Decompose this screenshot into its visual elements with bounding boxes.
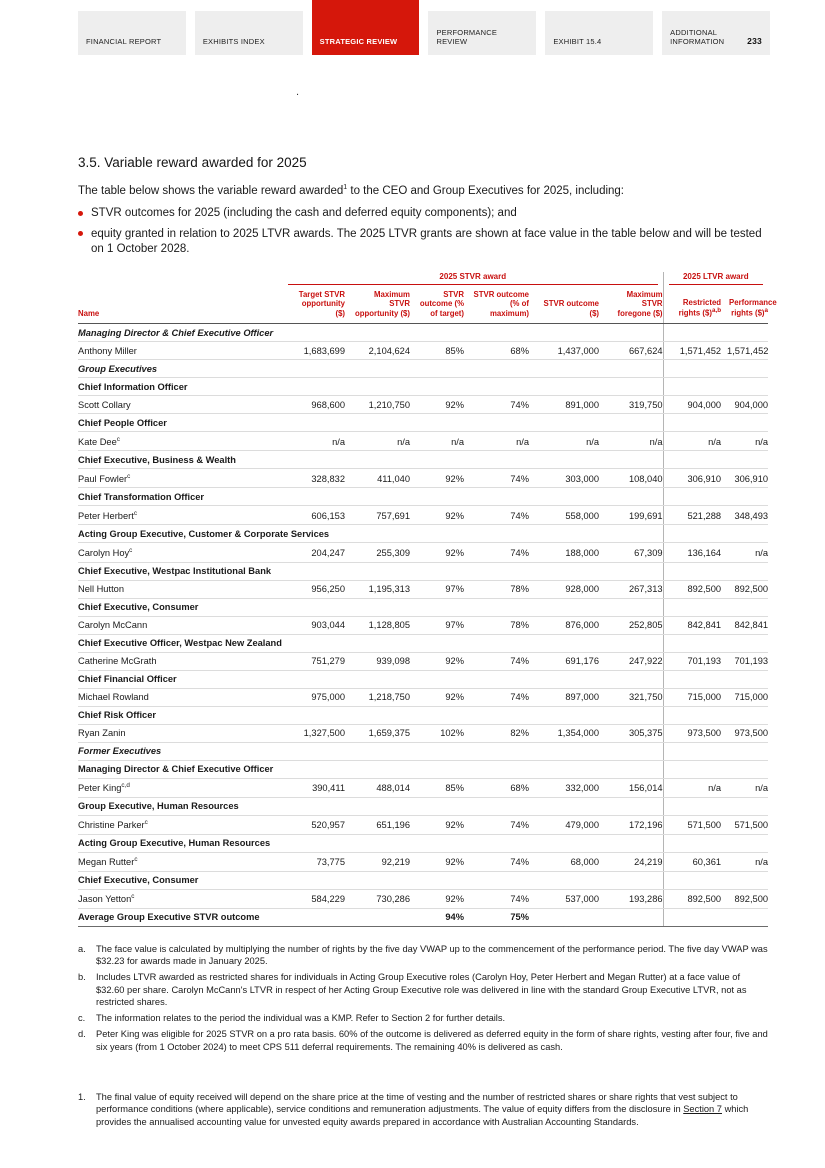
value-cell: 97%	[410, 580, 464, 598]
value-cell: 92%	[410, 688, 464, 706]
tab-label: FINANCIAL REPORT	[86, 37, 162, 47]
table-header-row	[78, 285, 768, 324]
intro-text: The table below shows the variable reward awarded	[78, 185, 344, 197]
value-cell: 701,193	[721, 652, 768, 670]
role-row-label: Acting Group Executive, Human Resources	[78, 834, 663, 852]
value-cell: n/a	[283, 432, 345, 451]
value-cell: 67,309	[599, 543, 663, 562]
value-cell: 973,500	[663, 724, 721, 742]
row-spacer	[663, 414, 768, 432]
value-cell: 85%	[410, 342, 464, 360]
value-cell: 348,493	[721, 506, 768, 525]
value-cell: 691,176	[529, 652, 599, 670]
bullet-icon	[78, 231, 83, 236]
reward-table	[78, 271, 777, 927]
value-cell: 897,000	[529, 688, 599, 706]
value-cell: 319,750	[599, 396, 663, 414]
value-cell: 1,571,452	[663, 342, 721, 360]
value-cell: 956,250	[283, 580, 345, 598]
value-cell: 975,000	[283, 688, 345, 706]
value-cell: 571,500	[663, 815, 721, 834]
column-header: Performance rights ($)$^a$	[721, 285, 768, 324]
row-spacer	[663, 488, 768, 506]
value-cell: 751,279	[283, 652, 345, 670]
value-cell: 252,805	[599, 616, 663, 634]
value-cell: 411,040	[345, 469, 410, 488]
average-pct-target: 94%	[410, 908, 464, 926]
executive-name: Kate Dee$^c$	[78, 432, 283, 451]
footnote-text: Includes LTVR awarded as restricted shares for individuals in Acting Group Executive roles (Carolyn Hoy, Peter Herbert and Megan Rutter) at a face value of $32.60 per share. Carolyn McCann's LTVR in respect of her Acting Group Executive role was delivered in line with the standard Group Executive LTVR, not as restricted shares.	[96, 972, 747, 1007]
bullet-text: STVR outcomes for 2025 (including the cash and deferred equity components); and	[91, 207, 517, 220]
role-row	[78, 834, 768, 852]
value-cell: 305,375	[599, 724, 663, 742]
footnote-text: The information relates to the period the individual was a KMP. Refer to Section 2 for further details.	[96, 1013, 506, 1024]
tab-label: ADDITIONAL INFORMATION	[670, 27, 725, 47]
row-spacer	[663, 525, 768, 543]
value-cell: 74%	[464, 889, 529, 908]
value-cell: 321,750	[599, 688, 663, 706]
role-row-label: Acting Group Executive, Customer & Corporate Services	[78, 525, 663, 543]
average-row	[78, 908, 768, 926]
role-row	[78, 525, 768, 543]
value-cell: 1,195,313	[345, 580, 410, 598]
value-cell: 188,000	[529, 543, 599, 562]
stvr-group-label: 2025 STVR award	[288, 272, 658, 285]
value-cell: 903,044	[283, 616, 345, 634]
role-row-label: Chief Executive, Business & Wealth	[78, 451, 663, 469]
tab-label: EXHIBITS INDEX	[202, 37, 265, 47]
footnote-a	[78, 943, 768, 968]
value-cell: 1,128,805	[345, 616, 410, 634]
value-cell: 892,500	[721, 889, 768, 908]
endnote-item	[78, 1091, 768, 1128]
value-cell: 193,286	[599, 889, 663, 908]
executive-name: Scott Collary	[78, 396, 283, 414]
value-cell: 1,210,750	[345, 396, 410, 414]
value-cell: 667,624	[599, 342, 663, 360]
value-cell: 1,659,375	[345, 724, 410, 742]
group-row	[78, 360, 768, 378]
value-cell: 730,286	[345, 889, 410, 908]
table-row	[78, 543, 768, 562]
role-row	[78, 706, 768, 724]
executive-name: Nell Hutton	[78, 580, 283, 598]
row-spacer	[663, 634, 768, 652]
footnote-d	[78, 1028, 768, 1053]
page-number: 233	[747, 35, 762, 46]
value-cell: 1,571,452	[721, 342, 768, 360]
column-header: STVR outcome ($)	[529, 285, 599, 324]
group-row-label: Managing Director & Chief Executive Officer	[78, 324, 663, 342]
average-row-ltvr-spacer	[663, 908, 768, 926]
value-cell: 136,164	[663, 543, 721, 562]
footnote-text: The face value is calculated by multiplying the number of rights by the five day VWAP up to the commencement of the performance period. The five day VWAP was $32.23 for awards made in January 2025.	[96, 943, 768, 967]
value-cell: 102%	[410, 724, 464, 742]
value-cell: 74%	[464, 469, 529, 488]
footnote-text: Peter King was eligible for 2025 STVR on a pro rata basis. 60% of the outcome is delivered as deferred equity in the form of share rights, vesting after four, five and six years (from 1 October 2024) to meet CPS 511 deferral requirements. The remaining 40% is delivered as cash.	[96, 1029, 768, 1052]
value-cell: 92%	[410, 506, 464, 525]
table-group-header-row	[78, 272, 768, 285]
role-row	[78, 488, 768, 506]
value-cell: 156,014	[599, 778, 663, 797]
list-item	[78, 227, 768, 258]
group-row	[78, 324, 768, 342]
value-cell: n/a	[721, 778, 768, 797]
table-row	[78, 616, 768, 634]
table-row	[78, 652, 768, 670]
value-cell: 488,014	[345, 778, 410, 797]
row-spacer	[663, 834, 768, 852]
value-cell: 701,193	[663, 652, 721, 670]
footnote-marker: b.	[78, 972, 86, 983]
tab-label: EXHIBIT 15.4	[553, 37, 602, 47]
value-cell: n/a	[345, 432, 410, 451]
value-cell: 74%	[464, 815, 529, 834]
average-row-label: Average Group Executive STVR outcome	[78, 908, 410, 926]
table-row	[78, 688, 768, 706]
value-cell: 715,000	[663, 688, 721, 706]
footnote-marker: c.	[78, 1013, 86, 1024]
top-nav	[0, 0, 825, 55]
value-cell: 842,841	[663, 616, 721, 634]
page-content	[0, 55, 825, 1128]
row-spacer	[663, 742, 768, 760]
table-row	[78, 580, 768, 598]
row-spacer	[663, 324, 768, 342]
table-row	[78, 852, 768, 871]
value-cell: 303,000	[529, 469, 599, 488]
executive-name: Anthony Miller	[78, 342, 283, 360]
table-row	[78, 396, 768, 414]
executive-name: Peter Herbert$^c$	[78, 506, 283, 525]
role-row-label: Chief Executive, Consumer	[78, 598, 663, 616]
value-cell: 715,000	[721, 688, 768, 706]
role-row	[78, 797, 768, 815]
value-cell: 973,500	[721, 724, 768, 742]
group-header-spacer	[78, 272, 283, 285]
executive-name: Carolyn McCann	[78, 616, 283, 634]
value-cell: 1,683,699	[283, 342, 345, 360]
value-cell: 1,354,000	[529, 724, 599, 742]
role-row	[78, 670, 768, 688]
value-cell: 1,218,750	[345, 688, 410, 706]
section-heading: 3.5. Variable reward awarded for 2025	[78, 155, 307, 170]
footnote-ref-1: 1	[343, 184, 348, 192]
row-spacer	[663, 670, 768, 688]
value-cell: 247,922	[599, 652, 663, 670]
endnote-text	[96, 1091, 768, 1128]
value-cell: 74%	[464, 688, 529, 706]
value-cell: 904,000	[721, 396, 768, 414]
role-row	[78, 871, 768, 889]
value-cell: 2,104,624	[345, 342, 410, 360]
table-row	[78, 778, 768, 797]
table-row	[78, 469, 768, 488]
role-row-label: Chief People Officer	[78, 414, 663, 432]
endnote-text-before: The final value of equity received will depend on the share price at the time of vesting and the number of restricted shares or share rights that vest subject to performance conditions (where applicable), service conditions and remuneration adjustments. The value of equity differs from the disclosure in	[96, 1092, 738, 1115]
table-row	[78, 506, 768, 525]
value-cell: 74%	[464, 396, 529, 414]
value-cell: 97%	[410, 616, 464, 634]
value-cell: 108,040	[599, 469, 663, 488]
value-cell: 68,000	[529, 852, 599, 871]
row-spacer	[663, 706, 768, 724]
value-cell: 606,153	[283, 506, 345, 525]
value-cell: 92%	[410, 469, 464, 488]
role-row-label: Chief Information Officer	[78, 378, 663, 396]
role-row-label: Chief Risk Officer	[78, 706, 663, 724]
value-cell: n/a	[529, 432, 599, 451]
executive-name: Michael Rowland	[78, 688, 283, 706]
value-cell: 24,219	[599, 852, 663, 871]
value-cell: 60,361	[663, 852, 721, 871]
value-cell: 892,500	[721, 580, 768, 598]
value-cell: 928,000	[529, 580, 599, 598]
value-cell: 92%	[410, 815, 464, 834]
column-header-name: Name	[78, 285, 283, 324]
value-cell: n/a	[663, 778, 721, 797]
executive-name: Jason Yetton$^c$	[78, 889, 283, 908]
group-row	[78, 742, 768, 760]
role-row-label: Chief Executive Officer, Westpac New Zealand	[78, 634, 663, 652]
ltvr-group-label: 2025 LTVR award	[669, 272, 764, 285]
footnote-marker: d.	[78, 1029, 86, 1040]
value-cell: 204,247	[283, 543, 345, 562]
executive-name: Peter King$^{c,d}$	[78, 778, 283, 797]
value-cell: n/a	[410, 432, 464, 451]
value-cell: 328,832	[283, 469, 345, 488]
value-cell: 904,000	[663, 396, 721, 414]
table-row	[78, 889, 768, 908]
intro-paragraph	[78, 183, 768, 199]
row-spacer	[663, 760, 768, 778]
value-cell: 85%	[410, 778, 464, 797]
value-cell: 558,000	[529, 506, 599, 525]
tab-performance-review[interactable]	[428, 11, 536, 55]
value-cell: 571,500	[721, 815, 768, 834]
table-row	[78, 815, 768, 834]
intro-text-after: to the CEO and Group Executives for 2025, including:	[347, 185, 625, 197]
value-cell: 82%	[464, 724, 529, 742]
column-header: STVR outcome (% of maximum)	[464, 285, 529, 324]
value-cell: 842,841	[721, 616, 768, 634]
value-cell: 92%	[410, 543, 464, 562]
role-row-label: Chief Executive, Westpac Institutional Bank	[78, 562, 663, 580]
tab-label: STRATEGIC REVIEW	[319, 37, 398, 47]
executive-name: Christine Parker$^c$	[78, 815, 283, 834]
value-cell: 584,229	[283, 889, 345, 908]
value-cell: 74%	[464, 852, 529, 871]
value-cell: n/a	[464, 432, 529, 451]
tab-financial-report[interactable]	[78, 11, 186, 55]
value-cell: 332,000	[529, 778, 599, 797]
value-cell: 68%	[464, 778, 529, 797]
footnotes	[78, 943, 768, 1053]
group-row-label: Group Executives	[78, 360, 663, 378]
bullet-icon	[78, 211, 83, 216]
value-cell: n/a	[663, 432, 721, 451]
row-spacer	[663, 378, 768, 396]
bullet-text: equity granted in relation to 2025 LTVR awards. The 2025 LTVR grants are shown at face value in the table below and will be tested on 1 October 2028.	[91, 227, 762, 256]
row-spacer	[663, 451, 768, 469]
value-cell: 92%	[410, 652, 464, 670]
tab-exhibit-15-4[interactable]	[545, 11, 653, 55]
value-cell: 521,288	[663, 506, 721, 525]
value-cell: n/a	[721, 543, 768, 562]
stray-dot: .	[296, 86, 300, 98]
value-cell: 1,327,500	[283, 724, 345, 742]
endnote	[78, 1091, 768, 1128]
role-row	[78, 598, 768, 616]
executive-name: Carolyn Hoy$^c$	[78, 543, 283, 562]
table-row	[78, 432, 768, 451]
value-cell: 74%	[464, 652, 529, 670]
intro-bullets	[78, 206, 768, 258]
group-row-label: Former Executives	[78, 742, 663, 760]
column-header: Maximum STVR opportunity ($)	[345, 285, 410, 324]
executive-name: Catherine McGrath	[78, 652, 283, 670]
executive-name: Megan Rutter$^c$	[78, 852, 283, 871]
value-cell: 92,219	[345, 852, 410, 871]
value-cell: 306,910	[721, 469, 768, 488]
value-cell: 92%	[410, 889, 464, 908]
endnote-marker: 1.	[78, 1092, 86, 1103]
role-row	[78, 414, 768, 432]
tab-strategic-review[interactable]	[312, 0, 420, 55]
executive-name: Paul Fowler$^c$	[78, 469, 283, 488]
executive-name: Ryan Zanin	[78, 724, 283, 742]
average-row-spacer	[529, 908, 663, 926]
average-pct-maximum: 75%	[464, 908, 529, 926]
table-row	[78, 724, 768, 742]
column-header: Target STVR opportunity ($)	[283, 285, 345, 324]
value-cell: 537,000	[529, 889, 599, 908]
role-row-label: Chief Transformation Officer	[78, 488, 663, 506]
footnote-b	[78, 971, 768, 1008]
value-cell: 92%	[410, 852, 464, 871]
role-row-label: Chief Executive, Consumer	[78, 871, 663, 889]
value-cell: 892,500	[663, 889, 721, 908]
value-cell: 172,196	[599, 815, 663, 834]
ltvr-group-header	[663, 272, 768, 285]
section-7-link[interactable]: Section 7	[683, 1104, 722, 1115]
row-spacer	[663, 598, 768, 616]
role-row	[78, 378, 768, 396]
row-spacer	[663, 797, 768, 815]
endnote-text-after: which provides the annualised accounting value for unvested equity awards prepared in accordance with Australian Accounting Standards.	[96, 1104, 749, 1127]
column-header: Maximum STVR foregone ($)	[599, 285, 663, 324]
value-cell: 74%	[464, 506, 529, 525]
value-cell: 939,098	[345, 652, 410, 670]
value-cell: 306,910	[663, 469, 721, 488]
value-cell: 73,775	[283, 852, 345, 871]
value-cell: 267,313	[599, 580, 663, 598]
value-cell: n/a	[599, 432, 663, 451]
value-cell: n/a	[721, 432, 768, 451]
role-row	[78, 634, 768, 652]
row-spacer	[663, 562, 768, 580]
footnote-marker: a.	[78, 943, 86, 954]
stvr-group-header	[283, 272, 663, 285]
role-row-label: Chief Financial Officer	[78, 670, 663, 688]
value-cell: 199,691	[599, 506, 663, 525]
value-cell: 876,000	[529, 616, 599, 634]
column-header: STVR outcome (% of target)	[410, 285, 464, 324]
value-cell: 68%	[464, 342, 529, 360]
value-cell: 74%	[464, 543, 529, 562]
role-row	[78, 760, 768, 778]
value-cell: 479,000	[529, 815, 599, 834]
list-item	[78, 206, 768, 222]
value-cell: 892,500	[663, 580, 721, 598]
column-header: Restricted rights ($)$^{a,b}$	[663, 285, 721, 324]
role-row-label: Managing Director & Chief Executive Officer	[78, 760, 663, 778]
value-cell: 651,196	[345, 815, 410, 834]
value-cell: 78%	[464, 616, 529, 634]
value-cell: 390,411	[283, 778, 345, 797]
table-row	[78, 342, 768, 360]
value-cell: 255,309	[345, 543, 410, 562]
tab-label: PERFORMANCE REVIEW	[436, 27, 498, 47]
value-cell: n/a	[721, 852, 768, 871]
role-row-label: Group Executive, Human Resources	[78, 797, 663, 815]
value-cell: 92%	[410, 396, 464, 414]
value-cell: 891,000	[529, 396, 599, 414]
row-spacer	[663, 871, 768, 889]
tab-additional-information[interactable]	[662, 11, 770, 55]
tab-exhibits-index[interactable]	[195, 11, 303, 55]
value-cell: 78%	[464, 580, 529, 598]
value-cell: 968,600	[283, 396, 345, 414]
role-row	[78, 451, 768, 469]
role-row	[78, 562, 768, 580]
footnote-c	[78, 1012, 768, 1024]
value-cell: 1,437,000	[529, 342, 599, 360]
value-cell: 520,957	[283, 815, 345, 834]
row-spacer	[663, 360, 768, 378]
value-cell: 757,691	[345, 506, 410, 525]
